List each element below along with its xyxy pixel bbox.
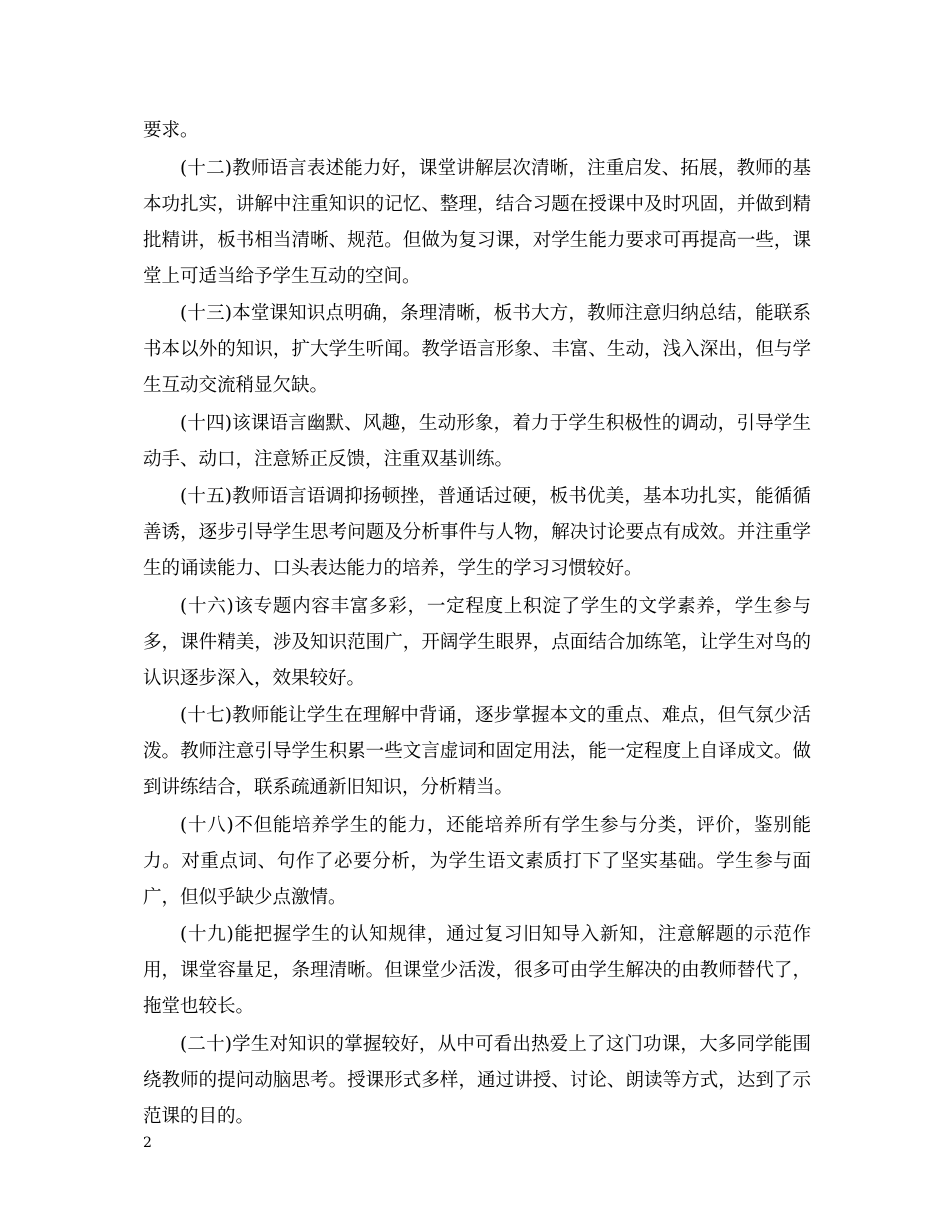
paragraph-item-13: (十三)本堂课知识点明确，条理清晰，板书大方，教师注意归纳总结，能联系书本以外的知识，扩大学生听闻。教学语言形象、丰富、生动，浅入深出，但与学生互动交流稍显欠缺。 [143, 303, 811, 396]
paragraph-item-20: (二十)学生对知识的掌握较好，从中可看出热爱上了这门功课，大多同学能围绕教师的提问动脑思考。授课形式多样，通过讲授、讨论、朗读等方式，达到了示范课的目的。 [143, 1033, 811, 1127]
paragraph-continuation: 要求。 [143, 120, 199, 141]
paragraph-item-12: (十二)教师语言表述能力好，课堂讲解层次清晰，注重启发、拓展，教师的基本功扎实，讲解中注重知识的记忆、整理，结合习题在授课中及时巩固，并做到精批精讲，板书相当清晰、规范。但做为复习课，对学生能力要求可再提高一些，课堂上可适当给予学生互动的空间。 [143, 157, 811, 287]
paragraph-item-19: (十九)能把握学生的认知规律，通过复习旧知导入新知，注意解题的示范作用，课堂容量足，条理清晰。但课堂少活泼，很多可由学生解决的由教师替代了，拖堂也较长。 [143, 924, 811, 1017]
document-body [143, 113, 811, 1136]
paragraph-item-14: (十四)该课语言幽默、风趣，生动形象，着力于学生积极性的调动，引导学生动手、动口，注意矫正反馈，注重双基训练。 [143, 412, 811, 470]
page-number: 2 [143, 1135, 152, 1151]
paragraph-item-18: (十八)不但能培养学生的能力，还能培养所有学生参与分类，评价，鉴别能力。对重点词、句作了必要分析，为学生语文素质打下了坚实基础。学生参与面广，但似乎缺少点激情。 [143, 814, 811, 908]
paragraph-item-15: (十五)教师语言语调抑扬顿挫，普通话过硬，板书优美，基本功扎实，能循循善诱，逐步引导学生思考问题及分析事件与人物，解决讨论要点有成效。并注重学生的诵读能力、口头表达能力的培养，学生的学习习惯较好。 [143, 486, 811, 579]
paragraph-item-16: (十六)该专题内容丰富多彩，一定程度上积淀了学生的文学素养，学生参与多，课件精美，涉及知识范围广，开阔学生眼界，点面结合加练笔，让学生对鸟的认识逐步深入，效果较好。 [143, 595, 811, 689]
paragraph-item-17: (十七)教师能让学生在理解中背诵，逐步掌握本文的重点、难点，但气氛少活泼。教师注意引导学生积累一些文言虚词和固定用法，能一定程度上自译成文。做到讲练结合，联系疏通新旧知识，分析精当。 [143, 705, 811, 798]
